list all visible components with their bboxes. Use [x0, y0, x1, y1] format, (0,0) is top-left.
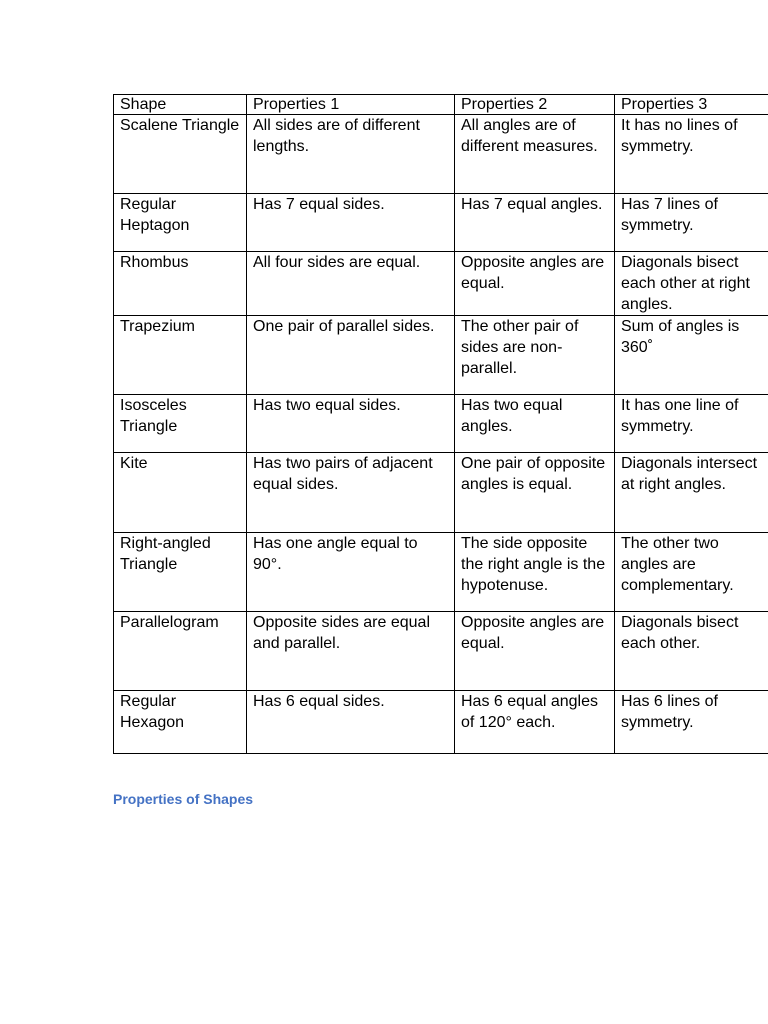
- header-cell-shape: Shape: [114, 95, 247, 115]
- header-cell-properties-3: Properties 3: [615, 95, 768, 115]
- shape-cell: Parallelogram: [114, 612, 247, 691]
- property-cell: One pair of parallel sides.: [247, 316, 455, 395]
- property-cell: Sum of angles is 360˚: [615, 316, 768, 395]
- shape-cell: Regular Hexagon: [114, 691, 247, 754]
- property-cell: All four sides are equal.: [247, 252, 455, 316]
- shape-cell: Kite: [114, 453, 247, 533]
- property-cell: All sides are of different lengths.: [247, 115, 455, 194]
- property-cell: Opposite angles are equal.: [455, 612, 615, 691]
- header-cell-properties-1: Properties 1: [247, 95, 455, 115]
- shape-cell: Isosceles Triangle: [114, 395, 247, 453]
- property-cell: It has one line of symmetry.: [615, 395, 768, 453]
- table-row: [114, 453, 768, 533]
- property-cell: Has two equal sides.: [247, 395, 455, 453]
- property-cell: Diagonals bisect each other at right angles.: [615, 252, 768, 316]
- table-row: [114, 691, 768, 754]
- table-row: [114, 533, 768, 612]
- property-cell: Has 7 lines of symmetry.: [615, 194, 768, 252]
- shape-cell: Rhombus: [114, 252, 247, 316]
- property-cell: The side opposite the right angle is the hypotenuse.: [455, 533, 615, 612]
- table-caption: Properties of Shapes: [113, 791, 254, 807]
- property-cell: Has two pairs of adjacent equal sides.: [247, 453, 455, 533]
- shape-cell: Regular Heptagon: [114, 194, 247, 252]
- property-cell: It has no lines of symmetry.: [615, 115, 768, 194]
- property-cell: Has 6 equal sides.: [247, 691, 455, 754]
- property-cell: Opposite sides are equal and parallel.: [247, 612, 455, 691]
- property-cell: Has 7 equal angles.: [455, 194, 615, 252]
- property-cell: All angles are of different measures.: [455, 115, 615, 194]
- table-row: [114, 395, 768, 453]
- header-cell-properties-2: Properties 2: [455, 95, 615, 115]
- property-cell: Has 7 equal sides.: [247, 194, 455, 252]
- property-cell: Diagonals intersect at right angles.: [615, 453, 768, 533]
- table-row: [114, 252, 768, 316]
- table-header-row: [114, 95, 768, 115]
- shape-cell: Right-angled Triangle: [114, 533, 247, 612]
- property-cell: The other two angles are complementary.: [615, 533, 768, 612]
- shape-properties-table: [113, 94, 768, 754]
- property-cell: One pair of opposite angles is equal.: [455, 453, 615, 533]
- property-cell: Has 6 lines of symmetry.: [615, 691, 768, 754]
- shape-cell: Scalene Triangle: [114, 115, 247, 194]
- property-cell: The other pair of sides are non-parallel.: [455, 316, 615, 395]
- property-cell: Has 6 equal angles of 120° each.: [455, 691, 615, 754]
- table-row: [114, 316, 768, 395]
- table-row: [114, 612, 768, 691]
- table-row: [114, 115, 768, 194]
- shape-cell: Trapezium: [114, 316, 247, 395]
- table-row: [114, 194, 768, 252]
- property-cell: Has two equal angles.: [455, 395, 615, 453]
- property-cell: Diagonals bisect each other.: [615, 612, 768, 691]
- property-cell: Opposite angles are equal.: [455, 252, 615, 316]
- property-cell: Has one angle equal to 90°.: [247, 533, 455, 612]
